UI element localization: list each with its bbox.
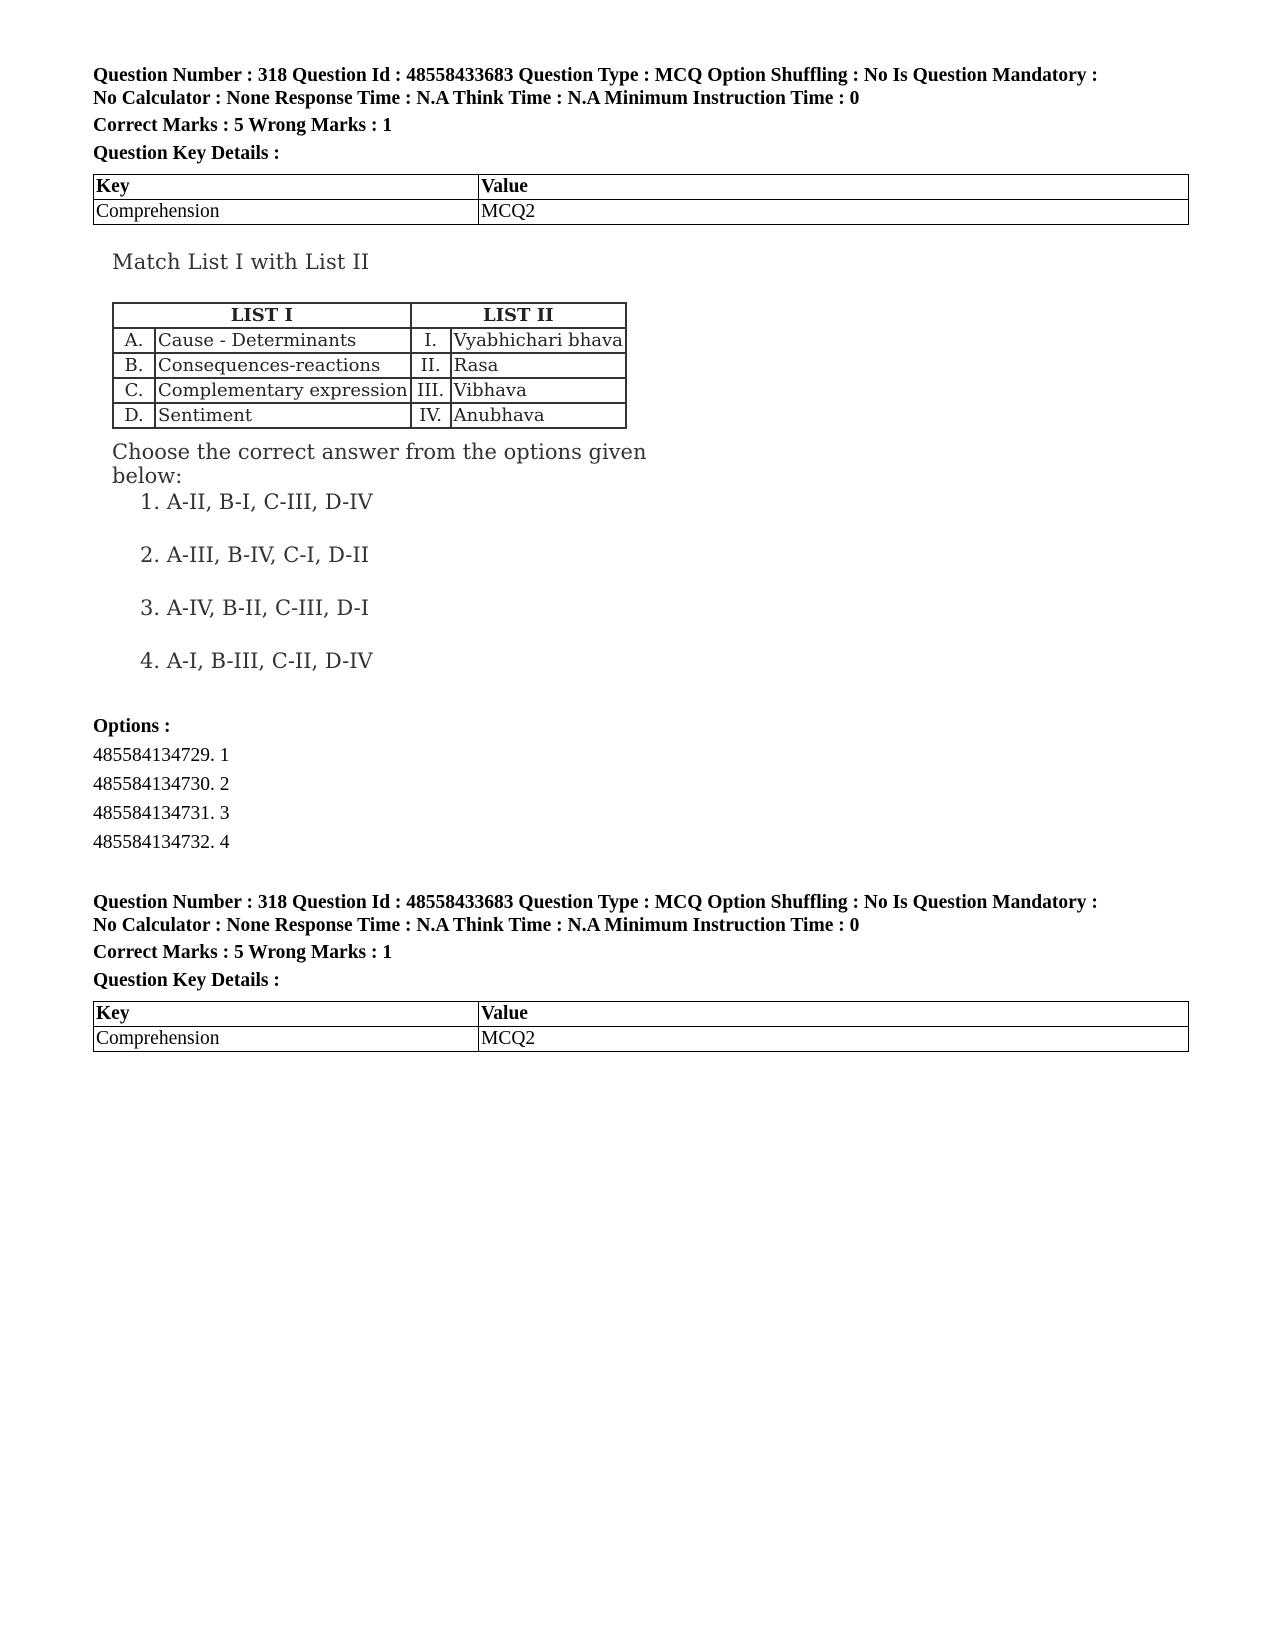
key-header: Key xyxy=(94,1002,479,1027)
answer-choice: 1. A-II, B-I, C-III, D-IV xyxy=(140,490,373,514)
question-meta-line-2: No Calculator : None Response Time : N.A Think Time : N.A Minimum Instruction Time : 0 xyxy=(93,88,860,109)
answer-choice: 2. A-III, B-IV, C-I, D-II xyxy=(140,543,369,567)
table-row xyxy=(113,378,626,403)
question-header-2 xyxy=(93,891,1193,992)
list1-letter: C. xyxy=(113,378,155,403)
list1-letter: B. xyxy=(113,353,155,378)
list2-item: Vyabhichari bhava xyxy=(451,328,626,353)
question-intro: Match List I with List II xyxy=(112,250,370,274)
list2-numeral: IV. xyxy=(411,403,451,428)
list2-item: Anubhava xyxy=(451,403,626,428)
option-item: 485584134732. 4 xyxy=(93,832,230,853)
key-header: Key xyxy=(94,175,479,200)
options-title: Options : xyxy=(93,716,171,737)
option-item: 485584134731. 3 xyxy=(93,803,230,824)
answer-choice: 4. A-I, B-III, C-II, D-IV xyxy=(140,649,373,673)
question-meta-line-1: Question Number : 318 Question Id : 48558433683 Question Type : MCQ Option Shuffling : No Is Question Mandatory : xyxy=(93,65,1098,86)
question-header-1 xyxy=(93,64,1193,165)
table-row xyxy=(94,200,1189,225)
options-list xyxy=(93,741,1193,857)
list1-item: Consequences-reactions xyxy=(155,353,411,378)
key-table-2-wrapper xyxy=(93,1001,1193,1052)
key-cell: Comprehension xyxy=(94,200,479,225)
option-item: 485584134729. 1 xyxy=(93,745,230,766)
table-row xyxy=(113,328,626,353)
value-cell: MCQ2 xyxy=(479,200,1189,225)
table-row xyxy=(113,403,626,428)
list1-letter: D. xyxy=(113,403,155,428)
match-table-header xyxy=(113,303,626,328)
choose-instruction: Choose the correct answer from the options given below: xyxy=(112,440,647,488)
table-header-row xyxy=(94,1002,1189,1027)
list2-numeral: III. xyxy=(411,378,451,403)
table-row xyxy=(113,353,626,378)
table-row xyxy=(94,1027,1189,1052)
list1-header: LIST I xyxy=(113,303,411,328)
value-cell: MCQ2 xyxy=(479,1027,1189,1052)
list2-numeral: II. xyxy=(411,353,451,378)
list2-item: Vibhava xyxy=(451,378,626,403)
option-item: 485584134730. 2 xyxy=(93,774,230,795)
answer-choices xyxy=(140,487,373,699)
question-meta-line-2: No Calculator : None Response Time : N.A Think Time : N.A Minimum Instruction Time : 0 xyxy=(93,915,860,936)
value-header: Value xyxy=(479,175,1189,200)
key-details-label: Question Key Details : xyxy=(93,143,280,164)
key-value-table xyxy=(93,174,1189,225)
key-cell: Comprehension xyxy=(94,1027,479,1052)
marks-line: Correct Marks : 5 Wrong Marks : 1 xyxy=(93,942,393,963)
answer-choice: 3. A-IV, B-II, C-III, D-I xyxy=(140,596,369,620)
list2-item: Rasa xyxy=(451,353,626,378)
match-list-table xyxy=(112,302,627,429)
list1-item: Sentiment xyxy=(155,403,411,428)
key-details-label: Question Key Details : xyxy=(93,970,280,991)
table-header-row xyxy=(94,175,1189,200)
question-image xyxy=(112,250,672,700)
list1-item: Cause - Determinants xyxy=(155,328,411,353)
list1-item: Complementary expression xyxy=(155,378,411,403)
key-value-table xyxy=(93,1001,1189,1052)
value-header: Value xyxy=(479,1002,1189,1027)
list1-letter: A. xyxy=(113,328,155,353)
list2-numeral: I. xyxy=(411,328,451,353)
list2-header: LIST II xyxy=(411,303,626,328)
marks-line: Correct Marks : 5 Wrong Marks : 1 xyxy=(93,115,393,136)
key-table-1-wrapper xyxy=(93,174,1193,225)
options-section xyxy=(93,716,1193,857)
question-meta-line-1: Question Number : 318 Question Id : 48558433683 Question Type : MCQ Option Shuffling : No Is Question Mandatory : xyxy=(93,892,1098,913)
